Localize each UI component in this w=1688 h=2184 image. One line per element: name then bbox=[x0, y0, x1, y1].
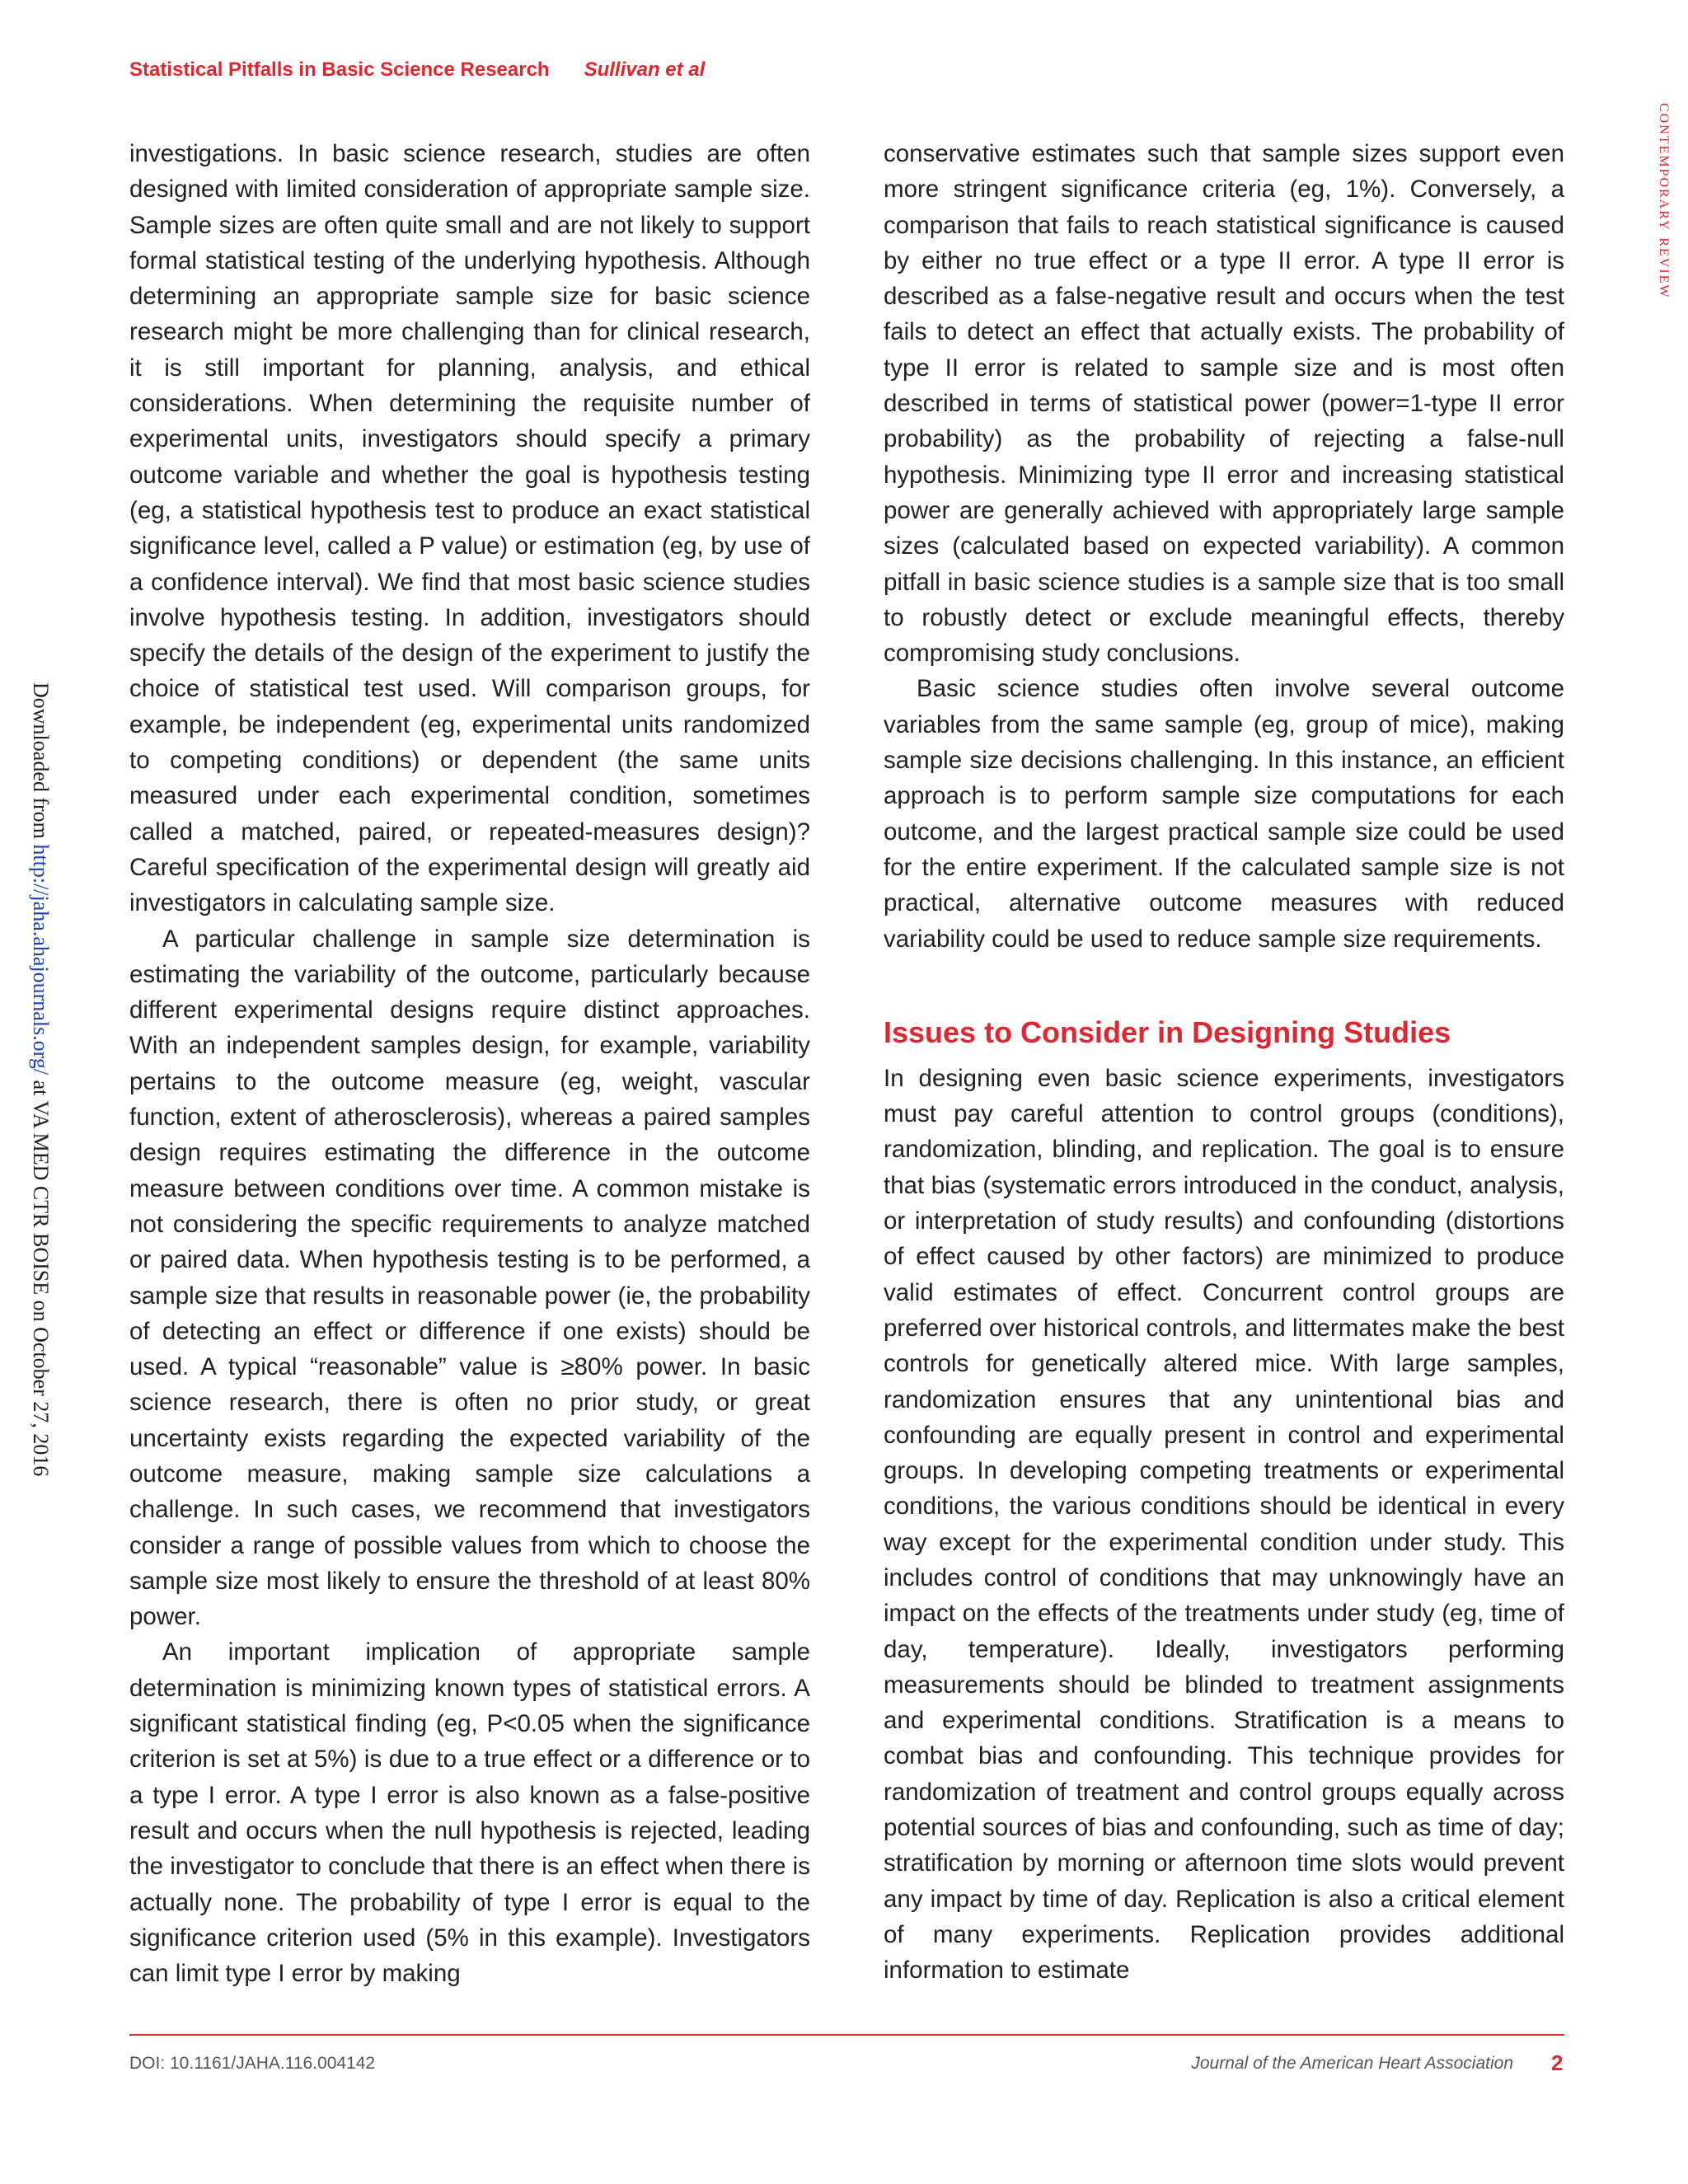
running-header bbox=[129, 59, 705, 82]
page-number: 2 bbox=[1551, 2050, 1564, 2075]
download-note-prefix: Downloaded from bbox=[29, 682, 53, 845]
right-paragraph-2: Basic science studies often involve several outcome variables from the same sample (eg, group of mice), making sample size decisions challenging. In this instance, an efficient approach is to perform sample size computations for each outcome, and the largest practical sample size could be used for the entire experiment. If the calculated sample size is not practical, alternative outcome measures with reduced variability could be used to reduce sample size requirements. bbox=[884, 675, 1564, 953]
left-paragraph-2: A particular challenge in sample size determination is estimating the variability of the outcome, particularly because different experimental designs require distinct approaches. With an independent samples design, for example, variability pertains to the outcome measure (eg, weight, vascular function, extent of atherosclerosis), whereas a paired samples design requires estimating the difference in the outcome measure between conditions over time. A common mistake is not considering the specific requirements to analyze matched or paired data. When hypothesis testing is to be performed, a sample size that results in reasonable power (ie, the probability of detecting an effect or difference if one exists) should be used. A typical “reasonable” value is ≥80% power. In basic science research, there is often no prior study, or great uncertainty exists regarding the expected variability of the outcome measure, making sample size calculations a challenge. In such cases, we recommend that investigators consider a range of possible values from which to choose the sample size most likely to ensure the threshold of at least 80% power. bbox=[129, 925, 810, 1631]
footer-divider bbox=[129, 2034, 1564, 2036]
download-note-link[interactable]: http://jaha.ahajournals.org/ bbox=[29, 844, 53, 1076]
right-paragraph-3: In designing even basic science experiments, investigators must pay careful attention to control groups (conditions), randomization, blinding, and replication. The goal is to ensure that bias (systematic errors introduced in the conduct, analysis, or interpretation of study results) and confounding (distortions of effect caused by other factors) are minimized to produce valid estimates of effect. Concurrent control groups are preferred over historical controls, and littermates make the best controls for genetically altered mice. With large samples, randomization ensures that any unintentional bias and confounding are equally present in control and experimental groups. In developing competing treatments or experimental conditions, the various conditions should be identical in every way except for the experimental condition under study. This includes control of conditions that may unknowingly have an impact on the effects of the treatments under study (eg, time of day, temperature). Ideally, investigators performing measurements should be blinded to treatment assignments and experimental conditions. Stratification is a means to combat bias and confounding. This technique provides for randomization of treatment and control groups equally across potential sources of bias and confounding, such as time of day; stratification by morning or afternoon time slots would prevent any impact by time of day. Replication is also a critical element of many experiments. Replication provides additional information to estimate bbox=[884, 1064, 1564, 1985]
section-side-label: contemporary review bbox=[1656, 103, 1676, 299]
download-note-suffix: at VA MED CTR BOISE on October 27, 2016 bbox=[29, 1075, 53, 1477]
footer-journal: Journal of the American Heart Association bbox=[1191, 2054, 1513, 2073]
footer-doi: DOI: 10.1161/JAHA.116.004142 bbox=[129, 2054, 376, 2073]
running-title: Statistical Pitfalls in Basic Science Research bbox=[129, 59, 550, 81]
running-authors: Sullivan et al bbox=[584, 59, 706, 81]
right-column bbox=[884, 136, 1564, 1989]
left-column bbox=[129, 136, 810, 1991]
right-paragraph-1: conservative estimates such that sample sizes support even more stringent significance criteria (eg, 1%). Conversely, a comparison that fails to reach statistical significance is caused by either no true effect or a type II error. A type II error is described as a false-negative result and occurs when the test fails to detect an effect that actually exists. The probability of type II error is related to sample size and is most often described in terms of statistical power (power=1-type II error probability) as the probability of rejecting a false-null hypothesis. Minimizing type II error and increasing statistical power are generally achieved with appropriately large sample sizes (calculated based on expected variability). A common pitfall in basic science studies is a sample size that is too small to robustly detect or exclude meaningful effects, thereby compromising study conclusions. bbox=[884, 140, 1564, 668]
download-note bbox=[28, 682, 53, 1476]
left-paragraph-3: An important implication of appropriate sample determination is minimizing known types of statistical errors. A significant statistical finding (eg, P<0.05 when the significance criterion is set at 5%) is due to a true effect or a difference or to a type I error. A type I error is also known as a false-positive result and occurs when the null hypothesis is rejected, leading the investigator to conclude that there is an effect when there is actually none. The probability of type I error is equal to the significance criterion used (5% in this example). Investigators can limit type I error by making bbox=[129, 1638, 810, 1988]
left-paragraph-1: investigations. In basic science research, studies are often designed with limited consideration of appropriate sample size. Sample sizes are often quite small and are not likely to support formal statistical testing of the underlying hypothesis. Although determining an appropriate sample size for basic science research might be more challenging than for clinical research, it is still important for planning, analysis, and ethical considerations. When determining the requisite number of experimental units, investigators should specify a primary outcome variable and whether the goal is hypothesis testing (eg, a statistical hypothesis test to produce an exact statistical significance level, called a P value) or estimation (eg, by use of a confidence interval). We find that most basic science studies involve hypothesis testing. In addition, investigators should specify the details of the design of the experiment to justify the choice of statistical test used. Will comparison groups, for example, be independent (eg, experimental units randomized to competing conditions) or dependent (the same units measured under each experimental condition, sometimes called a matched, paired, or repeated-measures design)? Careful specification of the experimental design will greatly aid investigators in calculating sample size. bbox=[129, 140, 810, 917]
section-heading: Issues to Consider in Designing Studies bbox=[884, 1015, 1451, 1049]
